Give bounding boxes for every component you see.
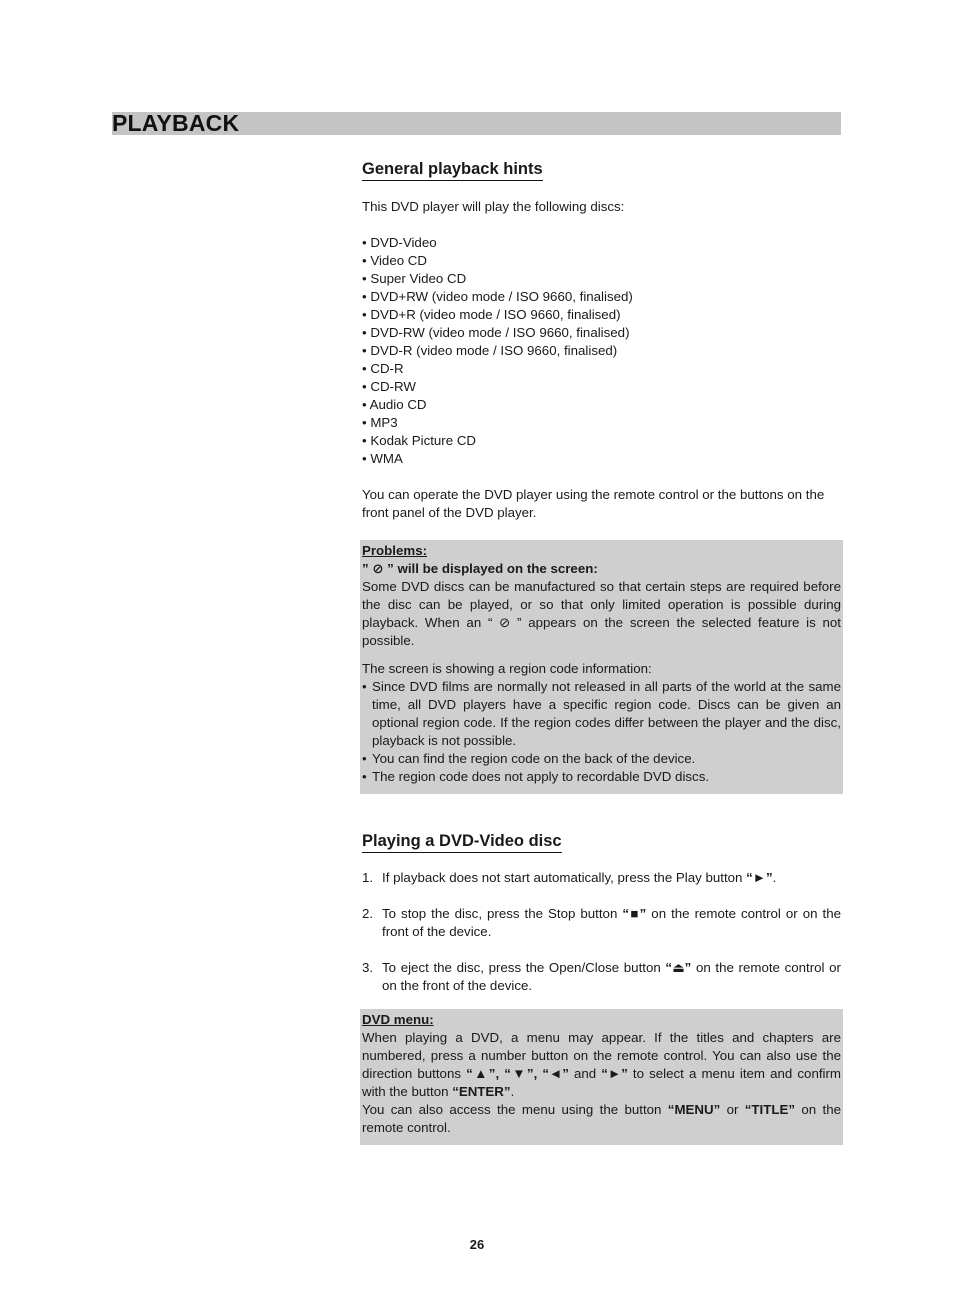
problems-label: Problems: (362, 543, 428, 558)
list-item: • DVD+R (video mode / ISO 9660, finalised) (362, 307, 621, 322)
menu-label: “MENU” (667, 1102, 721, 1117)
list-item: • DVD-R (video mode / ISO 9660, finalised) (362, 343, 618, 358)
problems-subheading: ” ⊘ ” will be displayed on the screen: (362, 561, 598, 576)
playing-section (362, 830, 841, 1145)
dvd-menu-paragraph-1 (362, 1029, 841, 1101)
list-item: • DVD-Video (362, 235, 437, 250)
playing-heading: Playing a DVD-Video disc (362, 830, 562, 853)
list-item: • Since DVD films are normally not released in all parts of the world at the same time, all DVD players have a specific region code. Discs can be given an optional region code. If the region codes differ between the player and the disc, playback is not possible. (362, 678, 841, 750)
page-title-bar (112, 112, 841, 135)
step-number: 1. (362, 870, 374, 885)
step-item (362, 869, 841, 887)
play-symbol: “►” (746, 870, 773, 885)
text-run: You can also access the menu using the button (362, 1102, 668, 1117)
text-run: on the remote control. (362, 1102, 841, 1135)
region-bullets (362, 678, 841, 786)
list-item: • Video CD (362, 253, 428, 268)
problems-box (360, 540, 843, 794)
step-text: on the remote control or on the front of the device. (382, 960, 841, 993)
direction-symbols: “▲”, “▼”, “◄” (466, 1066, 569, 1081)
title-label: “TITLE” (744, 1102, 796, 1117)
text-run: . (510, 1084, 515, 1099)
step-number: 3. (362, 960, 374, 975)
right-symbol: “►” (601, 1066, 628, 1081)
dvd-menu-label: DVD menu: (362, 1012, 434, 1027)
step-text: To eject the disc, press the Open/Close button (382, 960, 666, 975)
list-item: • Audio CD (362, 397, 427, 412)
problems-paragraph: Some DVD discs can be manufactured so that certain steps are required before the disc can be played, or so that only limited operation is possible during playback. When an “ ⊘ ” appears on the screen the selected feature is not possible. (362, 579, 841, 648)
step-number: 2. (362, 906, 374, 921)
step-text: To stop the disc, press the Stop button (382, 906, 623, 921)
step-text: If playback does not start automatically, press the Play button (382, 870, 747, 885)
list-item: • The region code does not apply to recordable DVD discs. (362, 768, 841, 786)
text-run: or (720, 1102, 745, 1117)
list-item: • CD-R (362, 361, 404, 376)
region-intro: The screen is showing a region code information: (362, 661, 652, 676)
step-text: on the remote control or on the front of the device. (382, 906, 841, 939)
step-item (362, 959, 841, 995)
list-item: • You can find the region code on the back of the device. (362, 750, 841, 768)
step-item (362, 905, 841, 941)
stop-symbol: “■” (622, 906, 647, 921)
text-run: to select a menu item and confirm with the button (362, 1066, 842, 1099)
list-item: • MP3 (362, 415, 398, 430)
page-number: 26 (469, 1237, 485, 1252)
intro-text: This DVD player will play the following discs: (362, 199, 625, 214)
eject-symbol: “⏏” (665, 960, 692, 975)
enter-label: “ENTER” (452, 1084, 511, 1099)
list-item: • DVD+RW (video mode / ISO 9660, finalised) (362, 289, 633, 304)
operate-text: You can operate the DVD player using the remote control or the buttons on the front panel of the DVD player. (362, 487, 825, 520)
text-run: and (568, 1066, 602, 1081)
list-item: • Kodak Picture CD (362, 433, 477, 448)
dvd-menu-box (360, 1009, 843, 1145)
general-playback-heading: General playback hints (362, 158, 543, 181)
main-content (362, 158, 841, 1145)
text-run: When playing a DVD, a menu may appear. If the titles and chapters are numbered, press a number button on the remote control. You can also use the direction buttons (362, 1030, 841, 1081)
step-text: . (772, 870, 777, 885)
dvd-menu-paragraph-2 (362, 1101, 841, 1137)
list-item: • Super Video CD (362, 271, 467, 286)
disc-list (362, 234, 841, 468)
list-item: • DVD-RW (video mode / ISO 9660, finalised) (362, 325, 630, 340)
list-item: • CD-RW (362, 379, 416, 394)
list-item: • WMA (362, 451, 403, 466)
playing-steps (362, 869, 841, 995)
page-title: PLAYBACK (112, 110, 240, 136)
